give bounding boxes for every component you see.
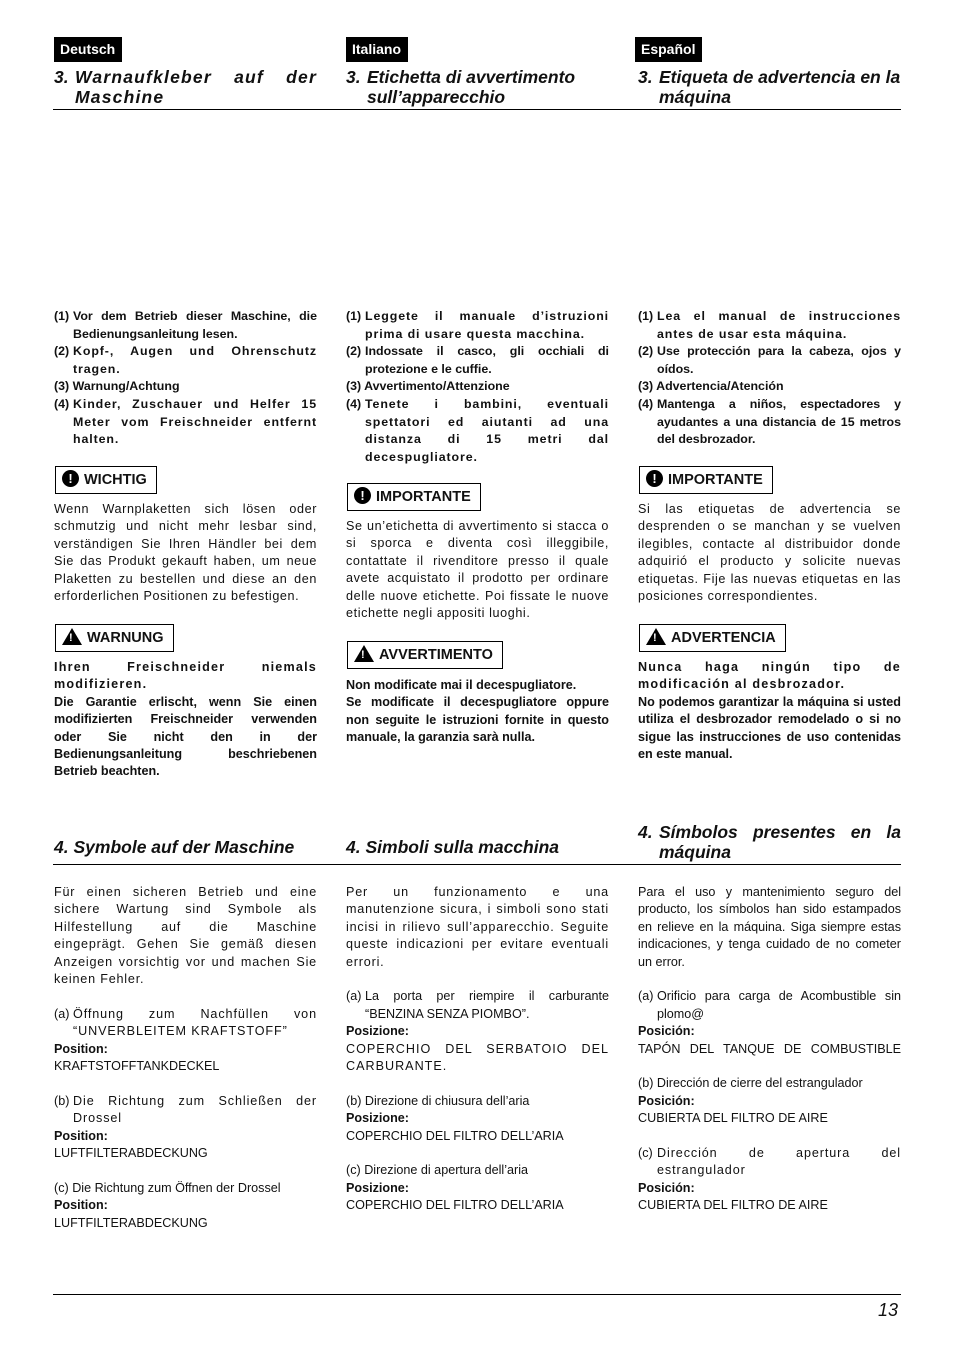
section3-heading-es: 3. Etiqueta de advertencia en la máquina	[638, 67, 901, 107]
symbols-intro-de: Für einen sicheren Betrieb und eine sichere Wartung sind Symbole als Hilfestellung auf die Maschine eingeprägt. Gehen Sie gemäß diesen Anzeigen vorsichtig vor und machen Sie keinen Fehler.	[54, 885, 317, 987]
warning-label-de: ! WARNUNG	[55, 624, 174, 652]
exclamation-circle-icon: !	[354, 487, 371, 504]
section4-heading-es: 4. Símbolos presentes en la máquina	[638, 822, 901, 862]
section4-title-it: Simboli sulla macchina	[365, 837, 560, 857]
warning-text-es: Nunca haga ningún tipo de modificación al desbrozador. No podemos garantizar la máquina si usted utiliza el desbrozador remodelado o si no sigue las instrucciones de uso contenidas en este manual.	[638, 660, 901, 762]
list-item: (c) Die Richtung zum Öffnen der Drossel	[54, 1180, 281, 1195]
important-label-it: ! IMPORTANTE	[347, 483, 481, 511]
list-item: (2) Kopf-, Augen und Ohrenschutz tragen.	[54, 344, 317, 376]
list-item: (1) Leggete il manuale d’istruzioni prima di usare questa macchina.	[346, 309, 609, 341]
list-item: (1) Vor dem Betrieb dieser Maschine, die Bedienungsanleitung lesen.	[54, 309, 317, 341]
list-item: (2) Use protección para la cabeza, ojos y oídos.	[638, 344, 901, 376]
warning-label-list-it	[346, 308, 609, 466]
page-number: 13	[877, 1300, 898, 1320]
section4-heading-de: 4. Symbole auf der Maschine	[54, 837, 295, 857]
important-label-es: ! IMPORTANTE	[639, 466, 773, 494]
list-item: (a) Öffnung zum Nachfüllen von “UNVERBLEITEM KRAFTSTOFF”	[54, 1006, 317, 1039]
list-item: (a) La porta per riempire il carburante “BENZINA SENZA PIOMBO”.	[346, 989, 609, 1021]
symbols-section-de: Für einen sicheren Betrieb und eine sichere Wartung sind Symbole als Hilfestellung auf die Maschine eingeprägt. Gehen Sie gemäß diesen Anzeigen vorsichtig vor und machen Sie keinen Fehler. (a) Öffnung zum Nachfüllen von “UNVERBLEITEM KRAFTSTOFF” Position: KRAFTSTOFFTANKDECKEL (b) Die Richtung zum Schließen der Drossel Position: LUFTFILTERABDECKUNG (c) Die Richtung zum Öffnen der Drossel Position: LUFTFILTERABDECKUNG	[54, 885, 317, 1230]
symbols-intro-it: Per un funzionamento e una manutenzione sicura, i simboli sono stati incisi in rilievo sull’apparecchio. Seguite queste indicazioni per evitare eventuali errori.	[346, 885, 609, 969]
list-item: (c) Dirección de apertura del estrangulador	[638, 1146, 901, 1178]
list-item: (3) Warnung/Achtung	[54, 379, 180, 394]
section3-heading-de: 3. Warnaufkleber auf der Maschine	[54, 67, 317, 107]
symbols-section-it: Per un funzionamento e una manutenzione sicura, i simboli sono stati incisi in rilievo sull’apparecchio. Seguite queste indicazioni per evitare eventuali errori. (a) La porta per riempire il carburante “BENZINA SENZA PIOMBO”. Posizione: COPERCHIO DEL SERBATOIO DEL CARBURANTE. (b) Direzione di chiusura dell’aria Posizione: COPERCHIO DEL FILTRO DELL’ARIA (c) Direzione di apertura dell’aria Posizione: COPERCHIO DEL FILTRO DELL’ARIA	[346, 885, 609, 1213]
section4-rule	[53, 864, 901, 865]
warning-triangle-icon: !	[646, 628, 666, 645]
exclamation-circle-icon: !	[646, 470, 663, 487]
language-tab-italiano: Italiano	[346, 37, 408, 62]
section3-title-de: Warnaufkleber auf der Maschine	[75, 67, 317, 107]
section3-title-it: Etichetta di avvertimento sull’apparecchio	[367, 67, 576, 107]
warning-text-it: Non modificate mai il decespugliatore. Se modificate il decespugliatore oppure non seguite le istruzioni fornite in questo manuale, la garanzia sarà nulla.	[346, 678, 609, 745]
list-item: (a) Orificio para carga de Acombustible sin plomo@	[638, 989, 901, 1021]
section3-rule	[53, 109, 901, 110]
language-tab-espanol: Español	[635, 37, 702, 62]
warning-label-es: ! ADVERTENCIA	[639, 624, 786, 652]
list-item: (b) Direzione di chiusura dell’aria	[346, 1093, 530, 1108]
warning-triangle-icon: !	[62, 628, 82, 645]
section4-title-es: Símbolos presentes en la máquina	[659, 822, 901, 862]
important-text-it: Se un’etichetta di avvertimento si stacca o si sporca e diventa così illeggibile, contattate il rivenditore presso il quale avete acquistato il prodotto per ordinare delle nuove etichette. Poi fissate le nuove etichette negli appositi luoghi.	[346, 519, 609, 621]
list-item: (3) Advertencia/Atención	[638, 379, 784, 394]
section3-heading-it: 3. Etichetta di avvertimento sull’apparecchio	[346, 67, 609, 107]
warning-text-de: Ihren Freischneider niemals modifizieren. Die Garantie erlischt, wenn Sie einen modifizierten Freischneider verwenden oder Sie nicht den in der Bedienungsanleitung beschriebenen Betrieb beachten.	[54, 660, 317, 779]
warning-label-list-es	[638, 308, 901, 449]
warning-label-list-de	[54, 308, 317, 449]
section3-title-es: Etiqueta de advertencia en la máquina	[659, 67, 901, 107]
list-item: (4) Tenete i bambini, eventuali spettatori ed aiutanti ad una distanza di 15 metri dal decespugliatore.	[346, 396, 609, 464]
warning-triangle-icon: !	[354, 645, 374, 662]
exclamation-circle-icon: !	[62, 470, 79, 487]
important-label-de: ! WICHTIG	[55, 466, 157, 494]
important-text-es: Si las etiquetas de advertencia se desprenden o se manchan y se vuelven ilegibles, contacte al distribuidor donde adquirió el producto y solicite nuevas etiquetas. Fije las nuevas etiquetas en las posiciones correspondientes.	[638, 502, 901, 604]
language-tab-deutsch: Deutsch	[54, 37, 122, 62]
list-item: (b) Dirección de cierre del estrangulador	[638, 1076, 863, 1091]
list-item: (c) Direzione di apertura dell’aria	[346, 1163, 528, 1178]
warning-label-it: ! AVVERTIMENTO	[347, 641, 503, 669]
symbols-intro-es: Para el uso y mantenimiento seguro del producto, los símbolos han sido estampados en relieve en la máquina. Siga siempre estas indicaciones, y tenga cuidado de no cometer un error.	[638, 885, 901, 969]
list-item: (2) Indossate il casco, gli occhiali di protezione e le cuffie.	[346, 344, 609, 376]
symbols-section-es: Para el uso y mantenimiento seguro del producto, los símbolos han sido estampados en relieve en la máquina. Siga siempre estas indicaciones, y tenga cuidado de no cometer un error. (a) Orificio para carga de Acombustible sin plomo@ Posición: TAPÓN DEL TANQUE DE COMBUSTIBLE (b) Dirección de cierre del estrangulador Posición: CUBIERTA DEL FILTRO DE AIRE (c) Dirección de apertura del estrangulador Posición: CUBIERTA DEL FILTRO DE AIRE	[638, 885, 901, 1213]
list-item: (b) Die Richtung zum Schließen der Drossel	[54, 1093, 317, 1126]
list-item: (1) Lea el manual de instrucciones antes de usar esta máquina.	[638, 309, 901, 341]
footer-rule	[53, 1294, 901, 1295]
important-text-de: Wenn Warnplaketten sich lösen oder schmutzig und nicht mehr lesbar sind, verständigen Sie Ihren Händler bei dem Sie das Produkt gekauft haben, um neue Plaketten zu bestellen und diese an den erforderlichen Positionen zu befestigen.	[54, 502, 317, 604]
list-item: (3) Avvertimento/Attenzione	[346, 379, 510, 394]
section4-title-de: Symbole auf der Maschine	[73, 837, 295, 857]
list-item: (4) Kinder, Zuschauer und Helfer 15 Meter vom Freischneider entfernt halten.	[54, 396, 317, 447]
list-item: (4) Mantenga a niños, espectadores y ayudantes a una distancia de 15 metros del desbrozador.	[638, 396, 901, 447]
section4-heading-it: 4. Simboli sulla macchina	[346, 837, 560, 857]
